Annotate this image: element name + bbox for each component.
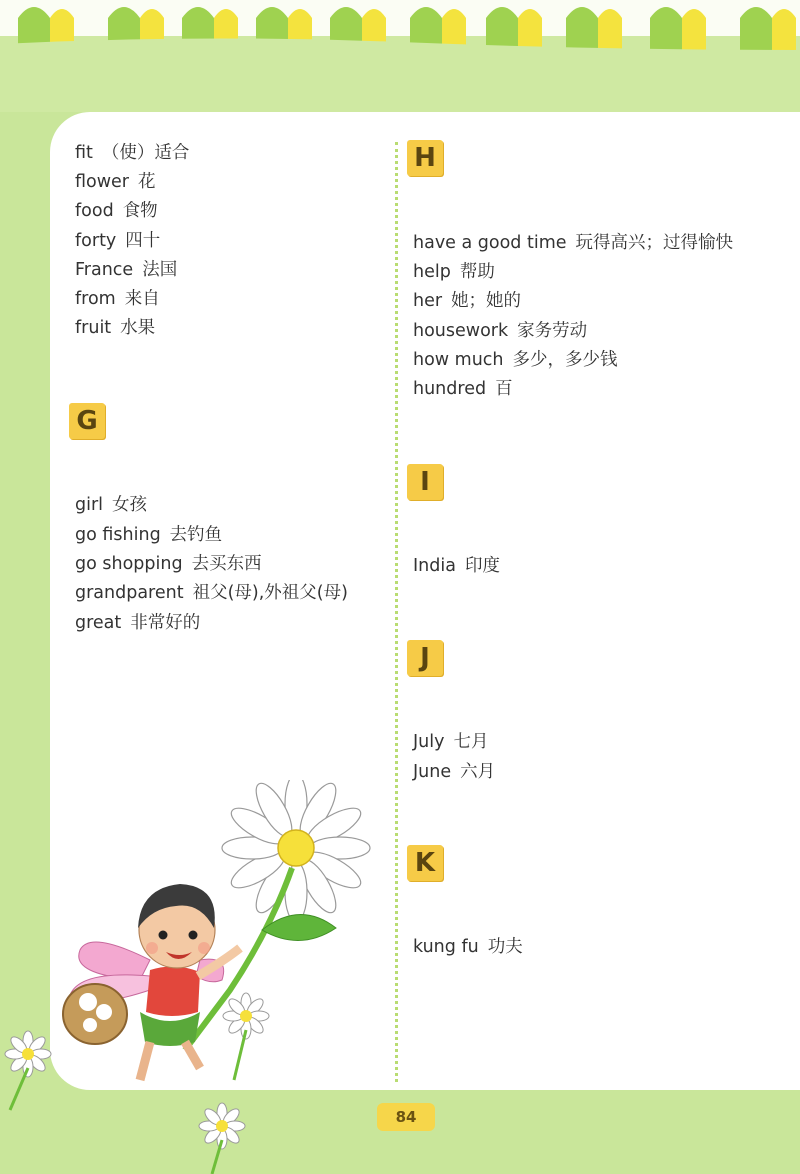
- word-zh: 六月: [460, 762, 496, 782]
- word-entry: [413, 936, 523, 958]
- word-entry: [413, 349, 618, 371]
- word-en: help: [413, 262, 451, 282]
- word-entry: [75, 142, 189, 164]
- word-en: how much: [413, 350, 504, 370]
- word-en: her: [413, 291, 443, 311]
- word-entry: [75, 612, 200, 634]
- word-zh: 印度: [464, 556, 500, 576]
- section-letter-i: I: [407, 464, 443, 500]
- section-letter-h: H: [407, 140, 443, 176]
- word-en: girl: [75, 495, 104, 515]
- word-zh: 玩得高兴；过得愉快: [575, 233, 734, 253]
- word-en: from: [75, 289, 116, 309]
- section-letter-g: G: [69, 403, 105, 439]
- word-entry: [413, 290, 521, 312]
- word-en: France: [75, 260, 134, 280]
- word-zh: 女孩: [112, 495, 148, 515]
- word-en: July: [413, 732, 445, 752]
- word-entry: [75, 288, 160, 310]
- word-en: flower: [75, 172, 130, 192]
- word-zh: 她；她的: [451, 291, 522, 311]
- word-zh: （使）适合: [101, 143, 190, 163]
- word-entry: [75, 171, 156, 193]
- word-entry: [413, 761, 495, 783]
- word-en: forty: [75, 231, 117, 251]
- word-entry: [413, 555, 500, 577]
- word-zh: 去买东西: [191, 554, 262, 574]
- page-number: 84: [377, 1103, 435, 1131]
- word-zh: 花: [138, 172, 156, 192]
- word-entry: [75, 200, 158, 222]
- word-zh: 法国: [142, 260, 178, 280]
- word-zh: 家务劳动: [517, 321, 588, 341]
- word-en: food: [75, 201, 114, 221]
- word-en: June: [413, 762, 452, 782]
- word-zh: 水果: [120, 318, 156, 338]
- word-en: fruit: [75, 318, 112, 338]
- word-en: kung fu: [413, 937, 479, 957]
- word-zh: 多少，多少钱: [512, 350, 618, 370]
- section-letter-j: J: [407, 640, 443, 676]
- word-en: go shopping: [75, 554, 183, 574]
- word-zh: 七月: [453, 732, 489, 752]
- word-zh: 帮助: [459, 262, 495, 282]
- word-zh: 去钓鱼: [169, 525, 223, 545]
- word-en: have a good time: [413, 233, 567, 253]
- word-entry: [75, 317, 155, 339]
- fence-decoration: [0, 0, 800, 70]
- word-zh: 四十: [125, 231, 161, 251]
- word-en: India: [413, 556, 456, 576]
- word-en: housework: [413, 321, 509, 341]
- column-divider: [395, 142, 398, 1082]
- big-daisy-icon: [222, 780, 370, 922]
- word-entry: [413, 320, 587, 342]
- word-zh: 祖父(母),外祖父(母): [192, 583, 348, 603]
- word-en: go fishing: [75, 525, 161, 545]
- word-entry: [75, 230, 160, 252]
- word-entry: [75, 553, 262, 575]
- word-entry: [413, 731, 488, 753]
- word-en: great: [75, 613, 122, 633]
- word-zh: 食物: [122, 201, 158, 221]
- word-entry: [413, 232, 733, 254]
- section-letter-k: K: [407, 845, 443, 881]
- word-en: hundred: [413, 379, 487, 399]
- word-zh: 非常好的: [130, 613, 201, 633]
- word-en: fit: [75, 143, 93, 163]
- word-entry: [413, 261, 495, 283]
- word-entry: [75, 524, 222, 546]
- word-zh: 功夫: [487, 937, 523, 957]
- word-zh: 来自: [124, 289, 160, 309]
- word-entry: [413, 378, 513, 400]
- word-zh: 百: [495, 379, 513, 399]
- word-entry: [75, 259, 177, 281]
- word-entry: [75, 582, 348, 604]
- word-entry: [75, 494, 147, 516]
- word-en: grandparent: [75, 583, 184, 603]
- fairy-daisy-illustration: [0, 780, 390, 1174]
